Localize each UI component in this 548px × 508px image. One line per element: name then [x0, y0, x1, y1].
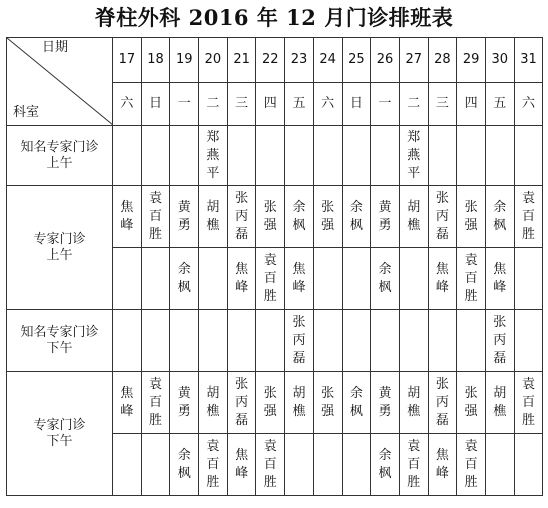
doctor-cell: [113, 126, 142, 186]
doctor-name: 焦峰: [235, 447, 249, 481]
date-cell: 17: [113, 38, 142, 83]
date-cell: 26: [371, 38, 400, 83]
schedule-row: [7, 126, 543, 186]
weekday-cell: 四: [256, 82, 285, 126]
doctor-cell: [371, 248, 400, 310]
doctor-cell: [141, 434, 170, 496]
date-cell: 22: [256, 38, 285, 83]
doctor-cell: [371, 310, 400, 372]
date-cell: 30: [485, 38, 514, 83]
weekday-cell: 日: [141, 82, 170, 126]
weekday-cell: 二: [399, 82, 428, 126]
doctor-cell: [113, 434, 142, 496]
doctor-name: 袁百胜: [407, 438, 421, 490]
weekday-cell: 一: [170, 82, 199, 126]
page-title: 脊柱外科 2016 年 12 月门诊排班表: [94, 5, 454, 30]
doctor-cell: [485, 186, 514, 248]
date-cell: 21: [227, 38, 256, 83]
weekday-cell: 一: [371, 82, 400, 126]
doctor-name: 余枫: [493, 199, 507, 233]
doctor-cell: [428, 372, 457, 434]
doctor-cell: [399, 126, 428, 186]
doctor-cell: [199, 372, 228, 434]
doctor-name: 袁百胜: [521, 190, 535, 242]
doctor-cell: [141, 186, 170, 248]
doctor-name: 余枫: [177, 261, 191, 295]
weekday-cell: 二: [199, 82, 228, 126]
doctor-cell: [342, 126, 371, 186]
doctor-name: 张丙磊: [292, 314, 306, 366]
doctor-name: 焦峰: [435, 261, 449, 295]
doctor-name: 张强: [263, 385, 277, 419]
doctor-cell: [285, 126, 314, 186]
weekday-cell: 日: [342, 82, 371, 126]
doctor-cell: [428, 434, 457, 496]
doctor-cell: [371, 126, 400, 186]
doctor-cell: [113, 372, 142, 434]
date-cell: 24: [313, 38, 342, 83]
doctor-cell: [313, 248, 342, 310]
doctor-cell: [514, 310, 543, 372]
date-cell: 27: [399, 38, 428, 83]
doctor-cell: [399, 434, 428, 496]
doctor-cell: [457, 186, 486, 248]
doctor-name: 张丙磊: [493, 314, 507, 366]
doctor-cell: [457, 310, 486, 372]
doctor-cell: [485, 372, 514, 434]
doctor-cell: [428, 248, 457, 310]
weekday-cell: 三: [428, 82, 457, 126]
dept-cell: [7, 310, 113, 372]
doctor-cell: [313, 434, 342, 496]
doctor-name: 黄勇: [378, 385, 392, 419]
doctor-name: 余枫: [349, 199, 363, 233]
doctor-name: 郑燕平: [407, 129, 421, 181]
doctor-cell: [428, 126, 457, 186]
doctor-name: 张强: [321, 385, 335, 419]
doctor-cell: [199, 248, 228, 310]
doctor-name: 袁百胜: [263, 252, 277, 304]
date-row: [7, 38, 543, 83]
doctor-cell: [285, 434, 314, 496]
doctor-name: 张丙磊: [235, 376, 249, 428]
doctor-name: 袁百胜: [464, 252, 478, 304]
doctor-cell: [313, 310, 342, 372]
doctor-cell: [514, 186, 543, 248]
doctor-name: 袁百胜: [464, 438, 478, 490]
doctor-cell: [113, 248, 142, 310]
doctor-cell: [371, 434, 400, 496]
doctor-cell: [199, 186, 228, 248]
doctor-name: 张丙磊: [435, 376, 449, 428]
doctor-cell: [514, 248, 543, 310]
doctor-cell: [170, 372, 199, 434]
dept-session: 上午: [46, 155, 73, 171]
doctor-cell: [113, 310, 142, 372]
doctor-name: 袁百胜: [521, 376, 535, 428]
doctor-name: 胡樵: [206, 199, 220, 233]
doctor-cell: [141, 248, 170, 310]
doctor-cell: [227, 126, 256, 186]
dept-cell: [7, 186, 113, 310]
date-cell: 29: [457, 38, 486, 83]
doctor-name: 张强: [321, 199, 335, 233]
schedule-table: [6, 37, 543, 496]
doctor-name: 余枫: [177, 447, 191, 481]
doctor-cell: [485, 126, 514, 186]
weekday-cell: 四: [457, 82, 486, 126]
doctor-name: 张强: [464, 385, 478, 419]
doctor-name: 黄勇: [177, 385, 191, 419]
doctor-cell: [342, 434, 371, 496]
dept-name: 专家门诊: [33, 417, 86, 433]
doctor-name: 黄勇: [177, 199, 191, 233]
doctor-cell: [514, 372, 543, 434]
doctor-cell: [313, 186, 342, 248]
doctor-cell: [342, 186, 371, 248]
doctor-cell: [170, 310, 199, 372]
dept-session: 下午: [46, 433, 73, 449]
doctor-name: 张丙磊: [435, 190, 449, 242]
doctor-name: 胡樵: [206, 385, 220, 419]
doctor-cell: [227, 248, 256, 310]
doctor-name: 袁百胜: [206, 438, 220, 490]
doctor-cell: [113, 186, 142, 248]
weekday-cell: 六: [313, 82, 342, 126]
doctor-cell: [227, 434, 256, 496]
doctor-cell: [514, 126, 543, 186]
doctor-cell: [256, 372, 285, 434]
corner-header: [7, 38, 113, 126]
doctor-name: 袁百胜: [263, 438, 277, 490]
weekday-cell: 五: [285, 82, 314, 126]
dept-name: 知名专家门诊: [20, 139, 99, 155]
date-label: 日期: [41, 40, 68, 55]
doctor-cell: [227, 186, 256, 248]
doctor-cell: [141, 372, 170, 434]
schedule-row: [7, 310, 543, 372]
doctor-cell: [227, 310, 256, 372]
doctor-cell: [371, 372, 400, 434]
dept-name: 知名专家门诊: [20, 324, 99, 340]
date-cell: 19: [170, 38, 199, 83]
doctor-name: 焦峰: [120, 385, 134, 419]
doctor-name: 胡樵: [493, 385, 507, 419]
doctor-name: 袁百胜: [149, 190, 163, 242]
doctor-name: 胡樵: [407, 385, 421, 419]
doctor-name: 余枫: [378, 447, 392, 481]
dept-session: 下午: [46, 340, 73, 356]
doctor-cell: [485, 310, 514, 372]
doctor-name: 余枫: [378, 261, 392, 295]
schedule-row: [7, 372, 543, 434]
doctor-name: 胡樵: [407, 199, 421, 233]
weekday-cell: 六: [113, 82, 142, 126]
doctor-name: 张强: [464, 199, 478, 233]
doctor-cell: [285, 372, 314, 434]
doctor-name: 袁百胜: [149, 376, 163, 428]
doctor-cell: [256, 126, 285, 186]
doctor-cell: [285, 248, 314, 310]
doctor-name: 张丙磊: [235, 190, 249, 242]
doctor-name: 焦峰: [235, 261, 249, 295]
doctor-cell: [457, 126, 486, 186]
doctor-cell: [428, 186, 457, 248]
doctor-name: 焦峰: [292, 261, 306, 295]
doctor-cell: [170, 248, 199, 310]
weekday-cell: 三: [227, 82, 256, 126]
doctor-cell: [256, 248, 285, 310]
weekday-cell: 五: [485, 82, 514, 126]
doctor-cell: [256, 186, 285, 248]
doctor-name: 焦峰: [435, 447, 449, 481]
doctor-cell: [256, 310, 285, 372]
doctor-cell: [485, 434, 514, 496]
doctor-cell: [342, 310, 371, 372]
doctor-name: 焦峰: [120, 199, 134, 233]
doctor-cell: [399, 372, 428, 434]
date-cell: 25: [342, 38, 371, 83]
schedule-row: [7, 186, 543, 248]
dept-label: 科室: [13, 105, 40, 120]
doctor-name: 黄勇: [378, 199, 392, 233]
doctor-name: 郑燕平: [206, 129, 220, 181]
doctor-name: 余枫: [292, 199, 306, 233]
doctor-cell: [514, 434, 543, 496]
doctor-cell: [170, 126, 199, 186]
doctor-cell: [227, 372, 256, 434]
doctor-cell: [399, 310, 428, 372]
date-cell: 31: [514, 38, 543, 83]
doctor-cell: [313, 126, 342, 186]
date-cell: 28: [428, 38, 457, 83]
doctor-name: 余枫: [349, 385, 363, 419]
doctor-cell: [256, 434, 285, 496]
doctor-cell: [199, 434, 228, 496]
dept-name: 专家门诊: [33, 231, 86, 247]
doctor-cell: [199, 310, 228, 372]
doctor-cell: [399, 248, 428, 310]
doctor-cell: [170, 186, 199, 248]
doctor-cell: [285, 186, 314, 248]
dept-cell: [7, 126, 113, 186]
doctor-cell: [457, 372, 486, 434]
doctor-cell: [457, 248, 486, 310]
doctor-cell: [457, 434, 486, 496]
doctor-cell: [285, 310, 314, 372]
doctor-cell: [199, 126, 228, 186]
doctor-cell: [141, 126, 170, 186]
doctor-cell: [428, 310, 457, 372]
doctor-cell: [371, 186, 400, 248]
doctor-cell: [170, 434, 199, 496]
doctor-cell: [313, 372, 342, 434]
doctor-cell: [342, 372, 371, 434]
dept-cell: [7, 372, 113, 496]
weekday-cell: 六: [514, 82, 543, 126]
doctor-cell: [485, 248, 514, 310]
date-cell: 23: [285, 38, 314, 83]
doctor-cell: [342, 248, 371, 310]
dept-session: 上午: [46, 247, 73, 263]
doctor-cell: [399, 186, 428, 248]
date-cell: 20: [199, 38, 228, 83]
doctor-name: 胡樵: [292, 385, 306, 419]
doctor-name: 张强: [263, 199, 277, 233]
date-cell: 18: [141, 38, 170, 83]
doctor-name: 焦峰: [493, 261, 507, 295]
doctor-cell: [141, 310, 170, 372]
